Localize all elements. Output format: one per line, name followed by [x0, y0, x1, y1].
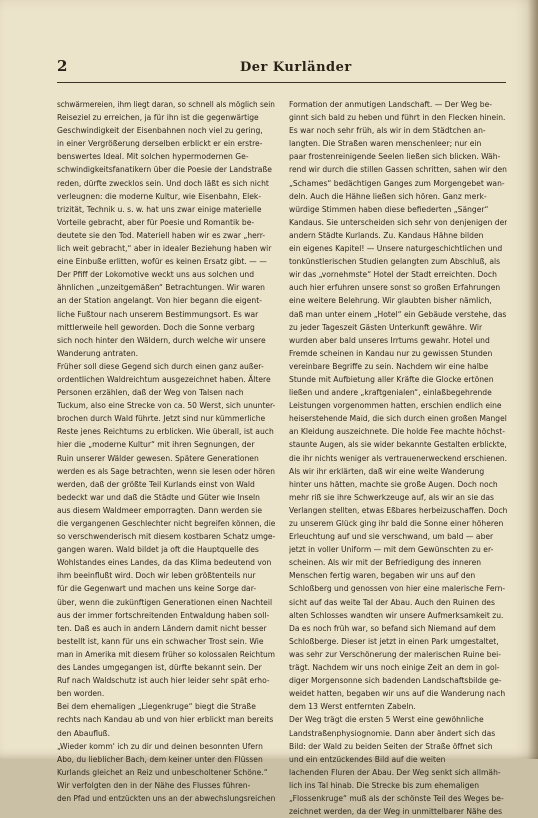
text-line: jetzt in voller Uniform — mit dem Gewünschten zu er- [289, 545, 494, 555]
text-line: Schloßberge. Dieser ist jetzt in einen Park umgestaltet, [289, 636, 499, 646]
text-line: mittlerweile hell geworden. Doch die Sonne verbarg [57, 322, 255, 332]
text-line: dem 13 Werst entfernten Zabeln. [289, 702, 416, 712]
text-line: wir das „vornehmste“ Hotel der Stadt erreichten. Doch [289, 270, 497, 280]
text-line: ginnt sich bald zu heben und führt in den Flecken hinein. [289, 113, 506, 123]
text-line: deutete sie den Tod. Materiell haben wir es zwar „herr- [57, 230, 266, 240]
text-line: Vorteile gebracht, aber für Poesie und Romantik be- [57, 217, 255, 227]
text-line: ein eigenes Kapitel! — Unsere naturgeschichtlichen und [289, 244, 503, 254]
text-line: Verlangen stellten, etwas Eßbares herbeizuschaffen. Doch [289, 505, 507, 515]
text-line: deln. Auch die Hähne ließen sich hören. Ganz merk- [289, 191, 487, 201]
text-line: paar frostenreinigende Seelen ließen sich blicken. Wäh- [289, 152, 501, 162]
text-line: wurden aber bald unseres Irrtums gewahr. Hotel und [289, 335, 490, 345]
text-line: langten. Die Straßen waren menschenleer; nur ein [289, 139, 482, 149]
text-line: an der Station angelangt. Von hier begann die eigent- [57, 296, 262, 306]
text-line: vereinbare Begriffe zu sein. Nachdem wir eine halbe [289, 361, 489, 371]
text-line: lich weit gebracht,“ aber in idealer Beziehung haben wir [57, 244, 272, 254]
text-line: zeichnet werden, da der Weg in unmittelbarer Nähe des [289, 807, 503, 817]
text-line: auch hier erfuhren unsere sonst so großen Erfahrungen [289, 283, 501, 293]
text-line: lich ins Tal hinab. Die Strecke bis zum ehemaligen [289, 780, 480, 790]
text-line: und ein entzückendes Bild auf die weiten [289, 754, 446, 764]
text-line: den Abaufluß. [57, 728, 110, 738]
text-line: Wanderung antraten. [57, 348, 139, 358]
text-line: für die Gegenwart und machen uns keine Sorge dar- [57, 584, 257, 594]
text-line: mehr riß sie ihre Schwerkzeuge auf, als wir an sie das [289, 492, 494, 502]
text-line: ähnlichen „unzeitgemäßen“ Betrachtungen. Wir waren [57, 283, 265, 293]
text-line: daß man unter einem „Hotel“ ein Gebäude verstehe, das [289, 309, 507, 319]
text-line: reden, dürfte zwecklos sein. Und doch läßt es sich nicht [57, 178, 269, 188]
text-line: Ruf nach Waldschutz ist auch hier leider sehr spät erho- [57, 676, 270, 686]
text-line: Es war noch sehr früh, als wir in dem Städtchen an- [289, 126, 486, 136]
text-line: Leistungen vorgenommen hatten, erschien endlich eine [289, 401, 502, 411]
text-line: verleugnen: die moderne Kultur, wie Eisenbahn, Elek- [57, 191, 262, 201]
text-line: zu unserem Glück ging ihr bald die Sonne einer höheren [289, 519, 504, 528]
text-line: ben worden. [57, 689, 105, 699]
text-line: brochen durch Wald führte. Jetzt sind nur kümmerliche [57, 414, 266, 424]
text-line: Wohlstandes eines Landes, da das Klima bedeutend von [57, 558, 272, 568]
text-line: die ihr nichts weniger als vertrauenerweckend erschienen. [289, 453, 507, 463]
text-line: Kurlands gleichet an Reiz und unbescholtener Schöne.“ [57, 767, 268, 777]
text-line: weidet hatten, begaben wir uns auf die Wanderung nach [289, 689, 506, 699]
text-line: Abo, du lieblicher Bach, dem keiner unter den Flüssen [57, 754, 263, 764]
text-line: lachenden Fluren der Abau. Der Weg senkt sich allmäh- [289, 767, 501, 777]
text-line: hier die „moderne Kultur“ mit ihren Segnungen, der [57, 440, 255, 450]
text-line: Fremde scheinen in Kandau nur zu gewissen Stunden [289, 348, 493, 358]
text-line: heiserstehende Maid, die sich durch einen großen Mangel [289, 414, 507, 424]
text-line: andern Städte Kurlands. Zu. Kandaus Hähne bilden [289, 230, 484, 240]
text-line: Früher soll diese Gegend sich durch einen ganz außer- [57, 361, 264, 371]
text-line: Landstraßenphysiognomie. Dann aber ändert sich das [289, 728, 496, 738]
text-line: schwärmereien, ihm liegt daran, so schnell als möglich sein [57, 100, 275, 109]
text-line: alten Schlosses wandten wir unsere Aufmerksamkeit zu. [289, 610, 504, 620]
text-line: an Kleidung auszeichnete. Die holde Fee machte höchst- [289, 427, 506, 437]
text-line: „Flossenkruge“ muß als der schönste Teil des Weges be- [289, 793, 504, 803]
text-line: Als wir ihr erklärten, daß wir eine weite Wanderung [289, 466, 485, 476]
text-line: des Landes umgegangen ist, dürfte bekannt sein. Der [57, 663, 262, 673]
text-line: sicht auf das weite Tal der Abau. Auch den Ruinen des [289, 597, 495, 607]
text-line: Menschen fertig waren, begaben wir uns auf den [289, 571, 476, 581]
text-line: Kandaus. Sie unterscheiden sich sehr von denjenigen der [289, 217, 507, 227]
text-line: hinter uns hätten, machte sie große Augen. Doch noch [289, 479, 498, 489]
text-line: so verschwenderisch mit diesem kostbaren Schatz umge- [57, 532, 275, 542]
text-line: „Wieder komm' ich zu dir und deinen besonnten Ufern [57, 741, 263, 751]
text-line: bestellt ist, kann für uns ein schwacher Trost sein. Wie [57, 636, 264, 646]
text-line: Schloßberg und genossen von hier eine malerische Fern- [289, 584, 506, 594]
text-line: schwindigkeitsfanatikern über die Poesie der Landstraße [57, 165, 272, 175]
text-line: eine weitere Belehrung. Wir glaubten bisher nämlich, [289, 296, 492, 306]
text-line: ten. Daß es auch in andern Ländern damit nicht besser [57, 623, 267, 633]
text-line: aus diesem Waldmeer emporragten. Dann werden sie [57, 505, 263, 515]
text-line: trizität, Technik u. s. w. hat uns zwar einige materielle [57, 204, 262, 214]
text-line: „Schames“ bedächtigen Ganges zum Morgengebet wan- [289, 178, 505, 188]
left-text-column [57, 98, 275, 805]
text-line: werden es als Sage betrachten, wenn sie lesen oder hören [57, 466, 275, 476]
text-line: sich noch hinter den Wäldern, durch welche wir unsere [57, 335, 266, 345]
text-line: Da es noch früh war, so befand sich Niemand auf dem [289, 623, 496, 633]
text-line: diger Morgensonne sich badenden Landschaftsbilde ge- [289, 676, 502, 686]
text-line: bedeckt war und daß die Städte und Güter wie Inseln [57, 492, 260, 502]
text-line: Tuckum, also eine Strecke von ca. 50 Werst, sich ununter- [57, 401, 275, 411]
text-line: aus der immer fortschreitenden Entwaldung haben soll- [57, 610, 270, 620]
text-line: Reste jenes Reichtums zu erblicken. Wie überall, ist auch [57, 427, 274, 437]
text-line: Bei dem ehemaligen „Liegenkruge“ biegt die Straße [57, 702, 256, 712]
text-line: die vergangenen Geschlechter nicht begreifen können, die [57, 519, 275, 528]
text-line: Bild: der Wald zu beiden Seiten der Straße öffnet sich [289, 741, 493, 751]
running-title: Der Kurländer [240, 60, 352, 75]
text-line: Reiseziel zu erreichen, ja für ihn ist die gegenwärtige [57, 113, 259, 123]
text-line: über, wenn die zukünftigen Generationen einen Nachteil [57, 597, 273, 607]
text-line: man in Amerika mit diesem früher so kolossalen Reichtum [57, 649, 275, 659]
page-number: 2 [57, 57, 68, 75]
text-line: Der Weg trägt die ersten 5 Werst eine gewöhnliche [289, 715, 484, 725]
text-line: werden, daß der größte Teil Kurlands einst von Wald [57, 479, 255, 489]
text-line: tonkünstlerischen Studien gelangten zum Abschluß, als [289, 257, 501, 267]
text-line: zu jeder Tageszeit Gästen Unterkunft gewähre. Wir [289, 322, 483, 332]
text-line: staunte Augen, als sie wider bekannte Gestalten erblickte, [289, 440, 507, 450]
text-line: Erleuchtung auf und sie verschwand, um bald — aber [289, 532, 494, 542]
text-line: scheinen. Als wir mit der Befriedigung des inneren [289, 558, 482, 568]
text-line: Formation der anmutigen Landschaft. — Der Weg be- [289, 100, 492, 109]
right-text-column [289, 98, 507, 818]
text-line: ließen und andere „kraftgenialen“, einlaßbegehrende [289, 388, 492, 398]
text-line: Der Pfiff der Lokomotive weckt uns aus solchen und [57, 270, 255, 280]
text-line: Geschwindigkeit der Eisenbahnen noch viel zu gering, [57, 126, 263, 136]
text-line: Ruin unserer Wälder gewesen. Spätere Generationen [57, 453, 259, 463]
text-line: eine Einbuße erlitten, wofür es keinen Ersatz gibt. — — [57, 257, 267, 267]
text-line: rechts nach Kandau ab und von hier erblickt man bereits [57, 715, 274, 725]
text-line: liche Fußtour nach unserem Bestimmungsort. Es war [57, 309, 259, 319]
text-line: den Pfad und entzückten uns an der abwechslungsreichen [57, 793, 275, 803]
text-line: Wir verfolgten den in der Nähe des Flusses führen- [57, 780, 251, 790]
text-line: Personen erzählen, daß der Weg von Talsen nach [57, 388, 244, 398]
text-line: ihm beeinflußt wird. Doch wir leben größtenteils nur [57, 571, 256, 581]
page-edge-shadow [528, 0, 538, 759]
text-line: würdige Stimmen haben diese befiederten „Sänger“ [289, 204, 489, 214]
text-line: Stunde mit Aufbietung aller Kräfte die Glocke ertönen [289, 374, 494, 384]
text-line: gangen waren. Wald bildet ja oft die Hauptquelle des [57, 545, 259, 555]
text-line: ordentlichen Waldreichtum ausgezeichnet haben. Ältere [57, 374, 271, 384]
text-line: in einer Vergrößerung derselben erblickt er ein erstre- [57, 139, 263, 149]
text-line: trägt. Nachdem wir uns noch einige Zeit an dem in gol- [289, 663, 500, 673]
text-line: benswertes Ideal. Mit solchen hypermodernen Ge- [57, 152, 249, 162]
text-line: was sehr zur Verschönerung der malerischen Ruine bei- [289, 649, 502, 659]
header-rule [57, 82, 506, 83]
text-line: rend wir durch die stillen Gassen schritten, sahen wir den [289, 165, 507, 175]
